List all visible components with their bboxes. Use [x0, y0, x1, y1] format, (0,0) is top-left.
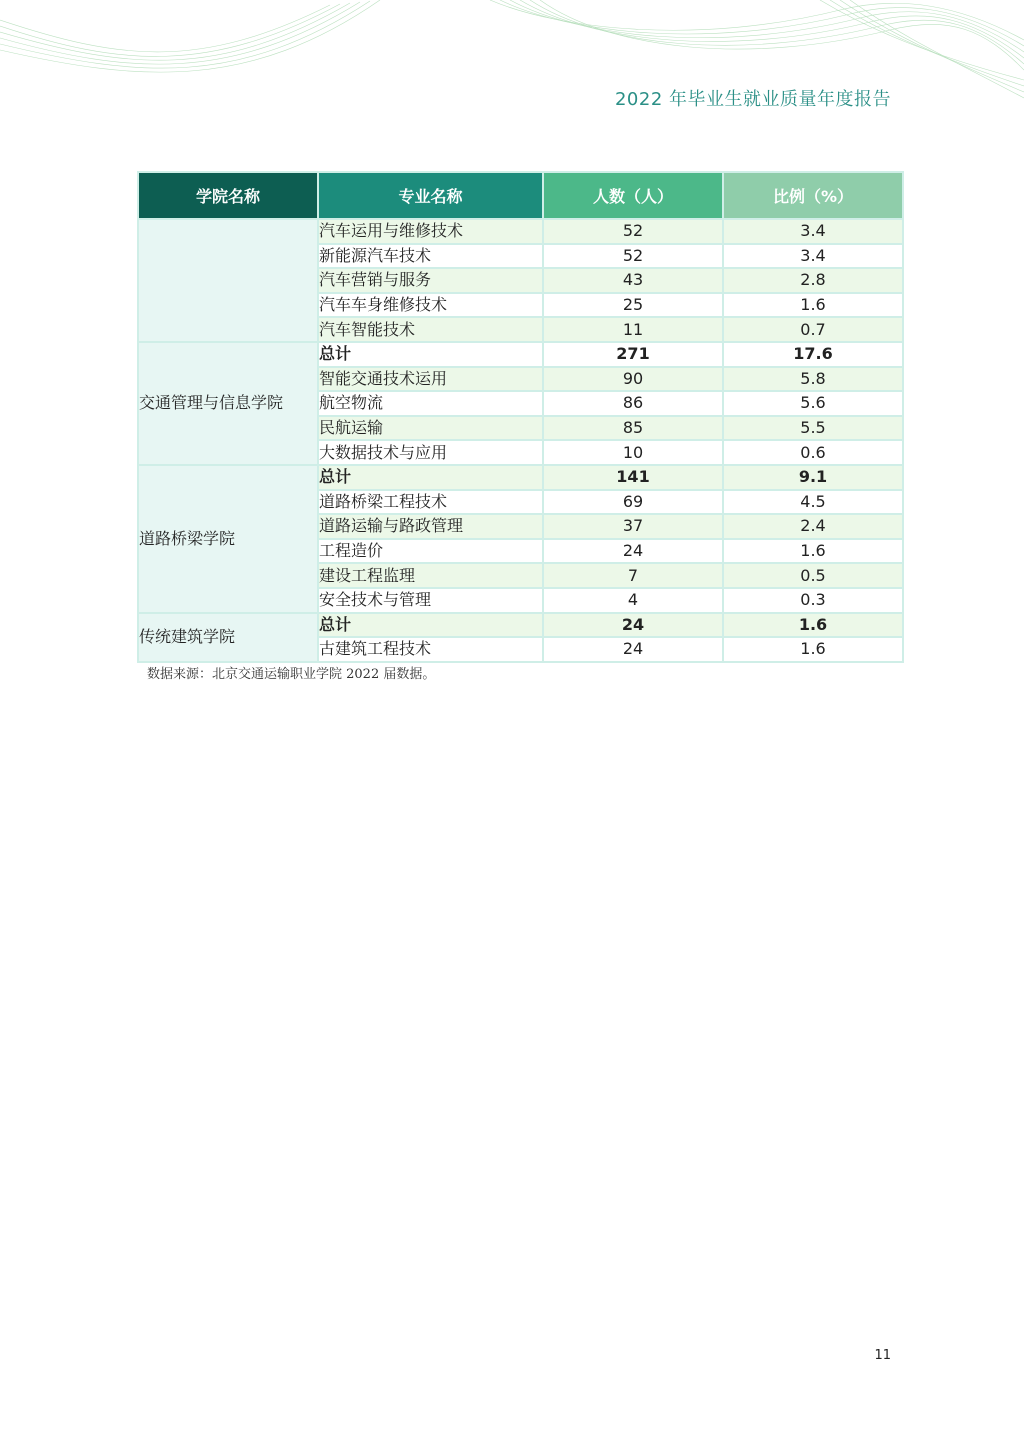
count-cell: 11 — [543, 317, 723, 342]
count-cell: 37 — [543, 514, 723, 539]
table-row-total — [138, 465, 903, 490]
ratio-cell: 0.3 — [723, 588, 903, 613]
major-cell: 古建筑工程技术 — [318, 637, 543, 662]
major-cell: 安全技术与管理 — [318, 588, 543, 613]
ratio-cell: 17.6 — [723, 342, 903, 367]
header-major: 专业名称 — [318, 172, 543, 219]
major-cell: 道路运输与路政管理 — [318, 514, 543, 539]
major-cell: 智能交通技术运用 — [318, 367, 543, 392]
ratio-cell: 4.5 — [723, 490, 903, 515]
page-number: 11 — [874, 1348, 891, 1363]
major-cell: 汽车车身维修技术 — [318, 293, 543, 318]
ratio-cell: 5.6 — [723, 391, 903, 416]
ratio-cell: 3.4 — [723, 219, 903, 244]
major-cell: 总计 — [318, 342, 543, 367]
major-cell: 工程造价 — [318, 539, 543, 564]
major-cell: 民航运输 — [318, 416, 543, 441]
count-cell: 10 — [543, 440, 723, 465]
table-row-total — [138, 342, 903, 367]
table-row-total — [138, 613, 903, 638]
major-cell: 汽车运用与维修技术 — [318, 219, 543, 244]
major-cell: 新能源汽车技术 — [318, 244, 543, 269]
count-cell: 4 — [543, 588, 723, 613]
count-cell: 52 — [543, 219, 723, 244]
major-cell: 建设工程监理 — [318, 563, 543, 588]
ratio-cell: 5.5 — [723, 416, 903, 441]
header-count: 人数（人） — [543, 172, 723, 219]
major-cell: 总计 — [318, 465, 543, 490]
table-header-row — [138, 172, 903, 219]
ratio-cell: 2.8 — [723, 268, 903, 293]
major-cell: 汽车智能技术 — [318, 317, 543, 342]
count-cell: 25 — [543, 293, 723, 318]
college-cell — [138, 219, 318, 342]
graduates-by-major-table — [137, 171, 904, 663]
count-cell: 24 — [543, 613, 723, 638]
table-row — [138, 219, 903, 244]
ratio-cell: 2.4 — [723, 514, 903, 539]
ratio-cell: 3.4 — [723, 244, 903, 269]
count-cell: 52 — [543, 244, 723, 269]
report-header-title: 2022 年毕业生就业质量年度报告 — [614, 89, 891, 110]
ratio-cell: 5.8 — [723, 367, 903, 392]
ratio-cell: 0.5 — [723, 563, 903, 588]
ratio-cell: 9.1 — [723, 465, 903, 490]
ratio-cell: 1.6 — [723, 539, 903, 564]
major-cell: 航空物流 — [318, 391, 543, 416]
count-cell: 43 — [543, 268, 723, 293]
data-source-note: 数据来源：北京交通运输职业学院 2022 届数据。 — [147, 667, 436, 682]
count-cell: 141 — [543, 465, 723, 490]
major-cell: 汽车营销与服务 — [318, 268, 543, 293]
count-cell: 24 — [543, 637, 723, 662]
count-cell: 271 — [543, 342, 723, 367]
college-cell: 交通管理与信息学院 — [138, 342, 318, 465]
count-cell: 90 — [543, 367, 723, 392]
header-college: 学院名称 — [138, 172, 318, 219]
ratio-cell: 0.7 — [723, 317, 903, 342]
college-cell: 道路桥梁学院 — [138, 465, 318, 613]
count-cell: 7 — [543, 563, 723, 588]
college-cell: 传统建筑学院 — [138, 613, 318, 662]
count-cell: 86 — [543, 391, 723, 416]
count-cell: 24 — [543, 539, 723, 564]
ratio-cell: 1.6 — [723, 293, 903, 318]
ratio-cell: 1.6 — [723, 613, 903, 638]
ratio-cell: 0.6 — [723, 440, 903, 465]
major-cell: 总计 — [318, 613, 543, 638]
major-cell: 大数据技术与应用 — [318, 440, 543, 465]
header-ratio: 比例（%） — [723, 172, 903, 219]
ratio-cell: 1.6 — [723, 637, 903, 662]
count-cell: 69 — [543, 490, 723, 515]
major-cell: 道路桥梁工程技术 — [318, 490, 543, 515]
count-cell: 85 — [543, 416, 723, 441]
